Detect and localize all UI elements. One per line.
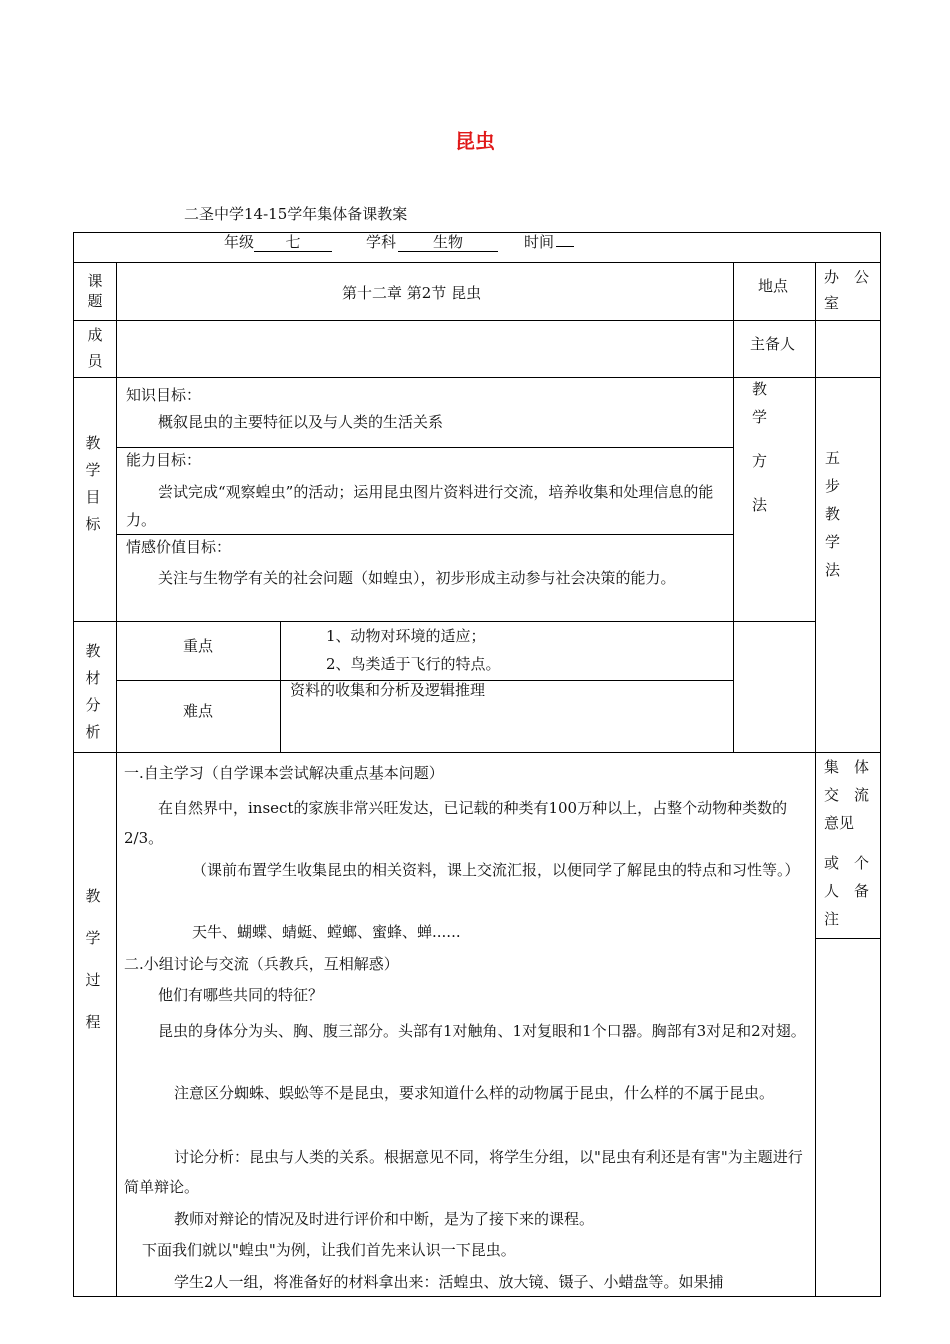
analysis-label: 教 材 分 析 (85, 642, 101, 741)
paragraph-5: 昆虫的身体分为头、胸、腹三部分。头部有1对触角、1对复眼和1个口器。胸部有3对足和2对翅。 (158, 1022, 806, 1040)
section-2-title: 二.小组讨论与交流（兵教兵，互相解惑） (124, 955, 399, 973)
time-value (556, 246, 574, 247)
goals-label: 教 学 目 标 (85, 434, 101, 533)
key-label: 重点 (183, 637, 214, 655)
knowledge-title: 知识目标： (126, 386, 202, 404)
preparer-label: 主备人 (750, 335, 796, 353)
paragraph-8: 教师对辩论的情况及时进行评价和中断，是为了接下来的课程。 (174, 1210, 595, 1228)
paragraph-3: 天牛、蝴蝶、蜻蜓、螳螂、蜜蜂、蝉...... (192, 923, 461, 941)
paragraph-9: 下面我们就以"蝗虫"为例，让我们首先来认识一下昆虫。 (142, 1241, 516, 1259)
grade-label: 年级 (224, 233, 255, 251)
subject-label: 学科 (366, 233, 397, 251)
ability-title: 能力目标： (126, 451, 202, 469)
side-note: 集 体 交 流 意见 或 个 人 备 注 (824, 758, 870, 928)
key-items: 1、动物对环境的适应； 2、鸟类适于飞行的特点。 (326, 627, 501, 673)
method-value: 五 步 教 学 法 (825, 449, 841, 579)
members-label: 成 员 (87, 326, 103, 370)
paragraph-6: 注意区分蜘蛛、蜈蚣等不是昆虫，要求知道什么样的动物属于昆虫，什么样的不属于昆虫。 (174, 1084, 775, 1102)
paragraph-4: 他们有哪些共同的特征？ (158, 986, 324, 1004)
emotion-text: 关注与生物学有关的社会问题（如蝗虫），初步形成主动参与社会决策的能力。 (158, 569, 676, 587)
paragraph-2: （课前布置学生收集昆虫的相关资料，课上交流汇报，以便同学了解昆虫的特点和习性等。） (192, 861, 800, 879)
document-title: 昆虫 (455, 129, 495, 153)
section-1-title: 一.自主学习（自学课本尝试解决重点基本问题） (124, 764, 444, 782)
subject-value: 生物 (398, 233, 498, 252)
method-label: 教 学 方 法 (752, 380, 768, 514)
ability-text: 尝试完成“观察蝗虫”的活动；运用昆虫图片资料进行交流，培养收集和处理信息的能力。 (126, 483, 714, 529)
paragraph-1: 在自然界中，insect的家族非常兴旺发达，已记载的种类有100万种以上，占整个动物种类数的2/3。 (124, 799, 788, 847)
knowledge-text: 概叙昆虫的主要特征以及与人类的生活关系 (158, 413, 444, 431)
location-label: 地点 (758, 277, 789, 295)
location-value: 办 公 室 (824, 268, 870, 312)
topic-value: 第十二章 第2节 昆虫 (342, 284, 482, 302)
grade-value: 七 (254, 233, 332, 252)
paragraph-10: 学生2人一组，将准备好的材料拿出来：活蝗虫、放大镜、镊子、小蜡盘等。如果捕 (174, 1273, 724, 1291)
topic-label: 课 题 (87, 272, 103, 310)
paragraph-7: 讨论分析：昆虫与人类的关系。根据意见不同，将学生分组，以"昆虫有利还是有害"为主题进行简单辩论。 (124, 1148, 803, 1196)
time-label: 时间 (524, 233, 555, 251)
school-line: 二圣中学14-15学年集体备课教案 (184, 205, 408, 223)
emotion-title: 情感价值目标： (126, 538, 232, 556)
difficult-label: 难点 (183, 702, 214, 720)
difficult-text: 资料的收集和分析及逻辑推理 (290, 681, 486, 699)
process-label: 教 学 过 程 (85, 887, 101, 1031)
